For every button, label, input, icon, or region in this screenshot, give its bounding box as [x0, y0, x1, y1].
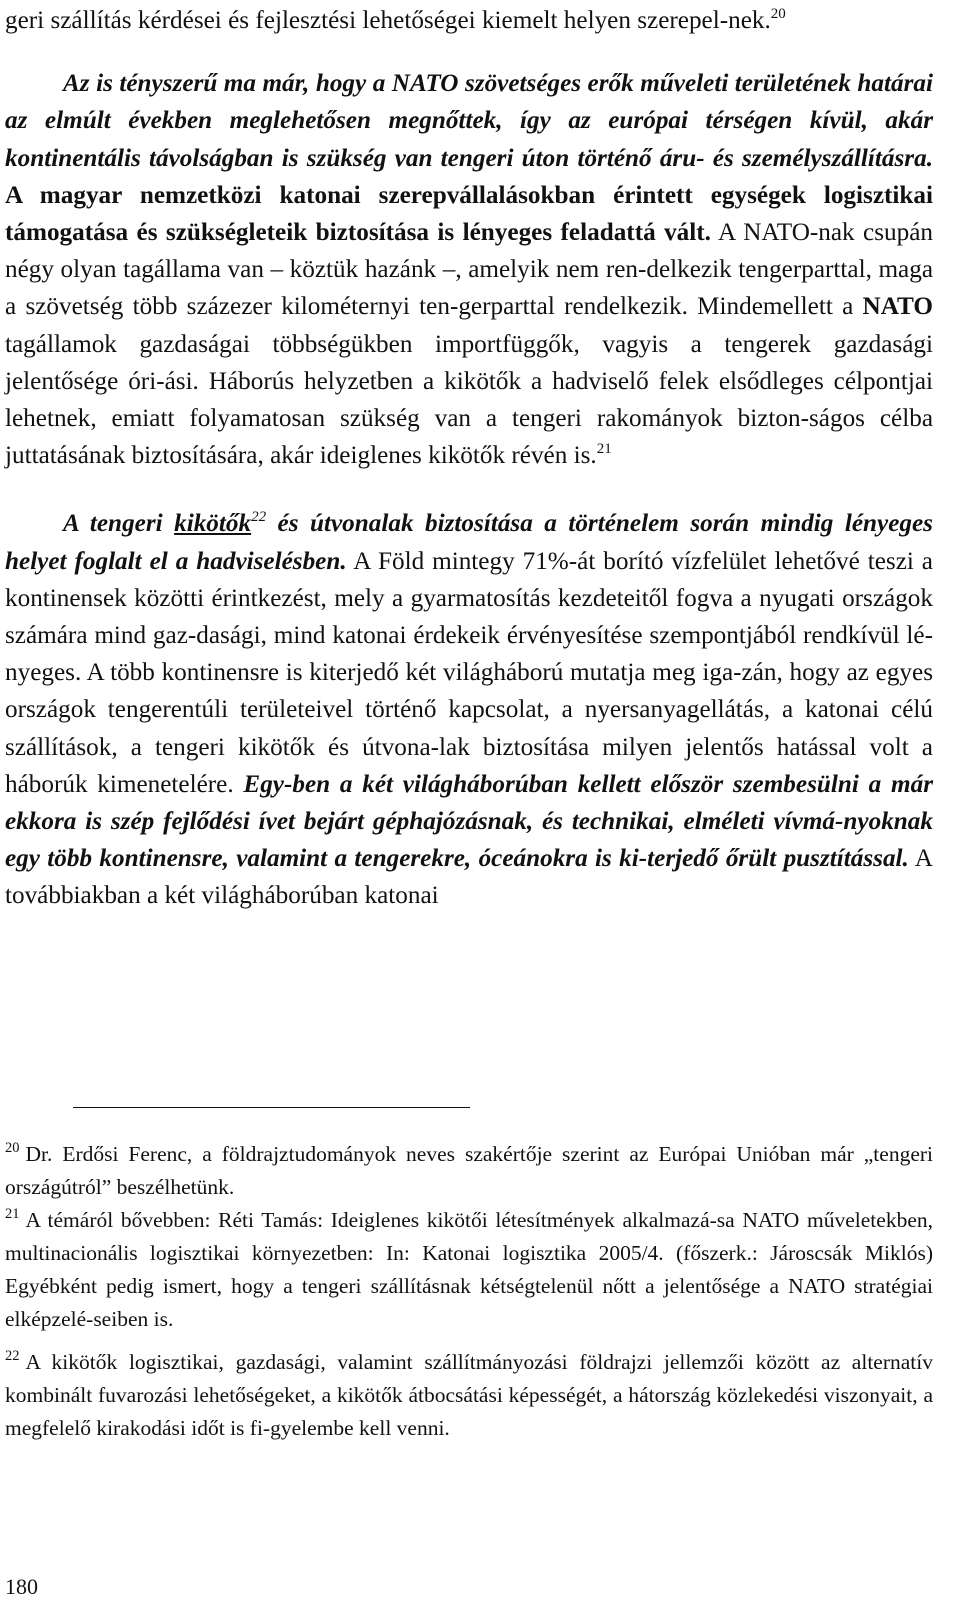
paragraph-3-emphasis-c: Egy-ben a két világháborúban kellett először szembesülni a már ekkora is szép fejlődési ívet bejárt géphajózásnak, és technikai, elméleti vívmá-nyoknak egy több kontinensre, valamint a tengerekre, óceánokra is ki-terjedő őrült pusztítással. — [5, 770, 933, 873]
paragraph-2-plain-b: tagállamok gazdaságai többségükben importfüggők, vagyis a tengerek gazdasági jelentősége óri-ási. Háborús helyzetben a kikötők a hadviselő felek elsődleges célpontjai lehetnek, emiatt folyamatosan szükség van a tengeri rakományok bizton-ságos célba juttatásának biztosítására, akár ideiglenes kikötők révén is. — [5, 330, 933, 470]
footnote-22 — [5, 1346, 933, 1445]
paragraph-3-underlined-word: kikötők — [174, 510, 252, 538]
footnote-ref-22[interactable]: 22 — [251, 509, 267, 526]
footnote-ref-20[interactable]: 20 — [770, 6, 786, 22]
paragraph-2-bold: A magyar nemzetközi katonai szerepvállalásokban érintett egységek logisztikai támogatása és szükségleteik biztosítása is lényeges feladattá vált. — [5, 181, 933, 247]
paragraph-1 — [5, 2, 933, 39]
paragraph-3-emphasis-a: A tengeri — [63, 510, 175, 538]
paragraph-1-text: geri szállítás kérdései és fejlesztési lehetőségei kiemelt helyen szerepel-nek. — [5, 7, 771, 34]
paragraph-3 — [5, 505, 933, 914]
footnotes — [5, 1138, 933, 1445]
footnote-number: 22 — [5, 1348, 20, 1364]
footnote-text: A kikötők logisztikai, gazdasági, valamint szállítmányozási földrajzi jellemzői között az alternatív kombinált fuvarozási lehetőségeket, a kikötők átbocsátási képességét, a hátország közlekedési viszonyait, a megfelelő kirakodási időt is fi-gyelembe kell venni. — [5, 1350, 933, 1440]
paragraph-3-plain-a: A Föld mintegy 71%-át borító vízfelület lehetővé teszi a kontinensek közötti érintkezést, mely a gyarmatosítás kezdeteitől fogva a nyugati országok számára mind gaz-dasági, mind katonai érdekeik érvényesítése szempontjából rendkívül lé-nyeges. A több kontinensre is kiterjedő két világháború mutatja meg iga-zán, hogy az egyes országok tengerentúli területeivel történő kapcsolat, a nyersanyagellátás, a katonai célú szállítások, a tengeri kikötők és útvona-lak biztosítása milyen jelentős hatással volt a háborúk kimenetelére. — [5, 547, 933, 798]
footnote-21 — [5, 1204, 933, 1336]
paragraph-3-plain-b: A továbbiakban a két világháborúban katonai — [5, 845, 933, 910]
paragraph-2 — [5, 65, 933, 474]
main-text — [5, 2, 933, 915]
paragraph-2-emphasis: Az is tényszerű ma már, hogy a NATO szövetséges erők műveleti területének határai az elmúlt években meglehetősen megnőttek, így az európai térségen kívül, akár kontinentális távolságban is szükség van tengeri úton történő áru- és személyszállításra. — [5, 70, 933, 172]
page-number: 180 — [5, 1574, 38, 1599]
footnote-text: Dr. Erdősi Ferenc, a földrajztudományok neves szakértője szerint az Európai Unióban már „tengeri országútról” beszélhetünk. — [5, 1142, 933, 1199]
footnote-number: 21 — [5, 1206, 20, 1222]
footnote-20 — [5, 1138, 933, 1204]
footnote-separator — [73, 1107, 470, 1108]
paragraph-2-plain-a: A NATO-nak csupán négy olyan tagállama van – köztük hazánk –, amelyik nem ren-delkezik tengerparttal, maga a szövetség több százezer kilométernyi ten-gerparttal rendelkezik. Mindemellett a — [5, 219, 934, 321]
footnote-ref-21[interactable]: 21 — [596, 441, 612, 458]
footnote-number: 20 — [5, 1140, 20, 1156]
footnote-text: A témáról bővebben: Réti Tamás: Ideiglenes kikötői létesítmények alkalmazá-sa NATO műveletekben, multinacionális logisztikai környezetben: In: Katonai logisztika 2005/4. (főszerk.: Jároscsák Miklós) Egyébként pedig ismert, hogy a tengeri szállításnak kétségtelenül nőtt a jelentősége a NATO stratégiai elképzelé-seiben is. — [5, 1208, 933, 1331]
paragraph-2-bold-word: NATO — [862, 293, 933, 321]
paragraph-3-emphasis-b: és útvonalak biztosítása a történelem során mindig lényeges helyet foglalt el a hadviselésben. — [5, 510, 933, 575]
